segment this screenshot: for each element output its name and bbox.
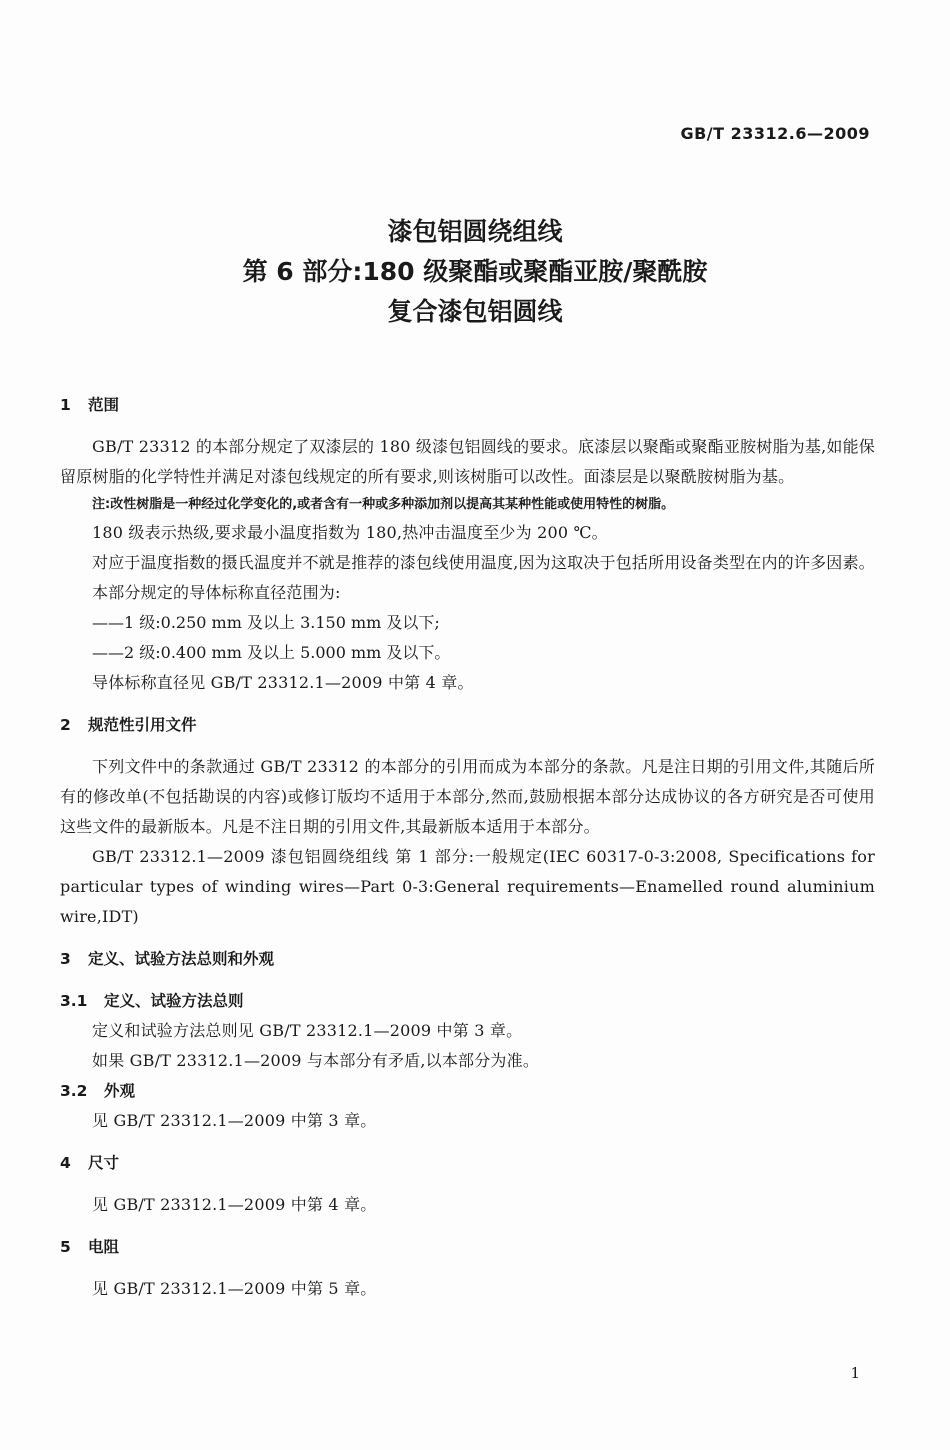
section-5-heading bbox=[60, 1232, 875, 1262]
paragraph: 下列文件中的条款通过 GB/T 23312 的本部分的引用而成为本部分的条款。凡是注日期的引用文件,其随后所有的修改单(不包括勘误的内容)或修订版均不适用于本部分,然而,鼓励根据本部分达成协议的各方研究是否可使用这些文件的最新版本。凡是不注日期的引用文件,其最新版本适用于本部分。 bbox=[60, 757, 875, 836]
section-title: 定义、试验方法总则和外观 bbox=[88, 950, 275, 968]
section-1-heading bbox=[60, 390, 875, 420]
title-line-1: 漆包铝圆绕组线 bbox=[387, 217, 563, 246]
reference-entry: GB/T 23312.1—2009 漆包铝圆绕组线 第 1 部分:一般规定(IEC 60317-0-3:2008, Specifications for particular types of winding wires—Part 0-3:General requirements—Enamelled round aluminium wire,IDT) bbox=[60, 847, 875, 926]
paragraph: 对应于温度指数的摄氏温度并不就是推荐的漆包线使用温度,因为这取决于包括所用设备类型在内的许多因素。 bbox=[92, 553, 875, 572]
section-title: 尺寸 bbox=[88, 1154, 120, 1172]
paragraph: 见 GB/T 23312.1—2009 中第 5 章。 bbox=[92, 1279, 377, 1298]
title-line-2: 第 6 部分:180 级聚酯或聚酯亚胺/聚酰胺 bbox=[242, 257, 708, 286]
section-title: 范围 bbox=[88, 396, 120, 414]
document-body bbox=[60, 390, 875, 1304]
title-line-3: 复合漆包铝圆线 bbox=[387, 297, 563, 326]
subsection-number: 3.1 bbox=[60, 992, 88, 1010]
paragraph: 本部分规定的导体标称直径范围为: bbox=[92, 583, 341, 602]
section-number: 2 bbox=[60, 716, 71, 734]
section-number: 4 bbox=[60, 1154, 71, 1172]
document-title bbox=[0, 212, 950, 332]
standard-number: GB/T 23312.6—2009 bbox=[680, 124, 870, 143]
paragraph: 见 GB/T 23312.1—2009 中第 3 章。 bbox=[92, 1111, 377, 1130]
page-number: 1 bbox=[850, 1364, 860, 1382]
note: 注:改性树脂是一种经过化学变化的,或者含有一种或多种添加剂以提高其某种性能或使用特性的树脂。 bbox=[92, 497, 675, 512]
section-title: 电阻 bbox=[88, 1238, 120, 1256]
list-item: ——1 级:0.250 mm 及以上 3.150 mm 及以下; bbox=[92, 613, 440, 632]
section-number: 1 bbox=[60, 396, 71, 414]
section-title: 规范性引用文件 bbox=[88, 716, 197, 734]
list-item: ——2 级:0.400 mm 及以上 5.000 mm 及以下。 bbox=[92, 643, 451, 662]
paragraph: 如果 GB/T 23312.1—2009 与本部分有矛盾,以本部分为准。 bbox=[92, 1051, 540, 1070]
paragraph: 定义和试验方法总则见 GB/T 23312.1—2009 中第 3 章。 bbox=[92, 1021, 523, 1040]
section-3-heading bbox=[60, 944, 875, 974]
section-number: 3 bbox=[60, 950, 71, 968]
paragraph: GB/T 23312 的本部分规定了双漆层的 180 级漆包铝圆线的要求。底漆层以聚酯或聚酯亚胺树脂为基,如能保留原树脂的化学特性并满足对漆包线规定的所有要求,则该树脂可以改性。面漆层是以聚酰胺树脂为基。 bbox=[60, 437, 875, 486]
subsection-3-1-heading bbox=[60, 986, 875, 1016]
paragraph: 见 GB/T 23312.1—2009 中第 4 章。 bbox=[92, 1195, 377, 1214]
section-number: 5 bbox=[60, 1238, 71, 1256]
subsection-3-2-heading bbox=[60, 1076, 875, 1106]
subsection-title: 外观 bbox=[104, 1082, 136, 1100]
subsection-title: 定义、试验方法总则 bbox=[104, 992, 244, 1010]
section-2-heading bbox=[60, 710, 875, 740]
paragraph: 180 级表示热级,要求最小温度指数为 180,热冲击温度至少为 200 ℃。 bbox=[92, 523, 608, 542]
section-4-heading bbox=[60, 1148, 875, 1178]
subsection-number: 3.2 bbox=[60, 1082, 88, 1100]
paragraph: 导体标称直径见 GB/T 23312.1—2009 中第 4 章。 bbox=[92, 673, 474, 692]
